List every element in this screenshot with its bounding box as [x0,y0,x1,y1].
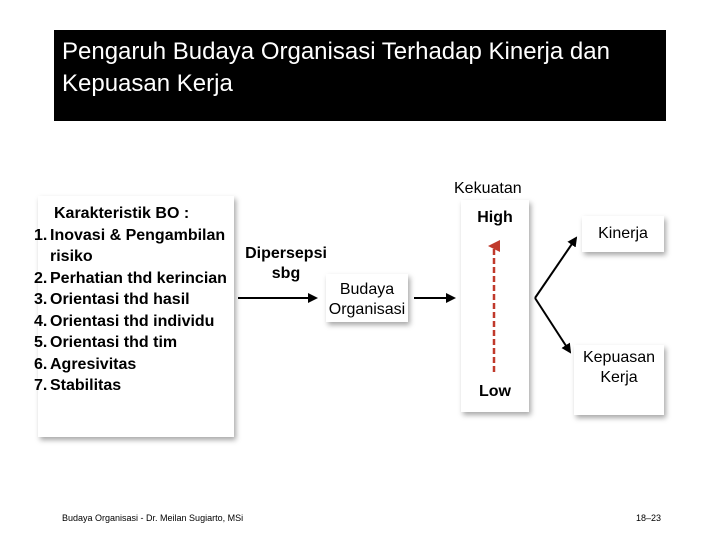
list-item: 1. Inovasi & Pengambilan risiko [34,226,226,265]
culture-label: Budaya Organisasi [328,281,406,318]
slide-title: Pengaruh Budaya Organisasi Terhadap Kinerja dan Kepuasan Kerja [54,30,666,121]
scale-to-satisfaction-arrow [535,298,570,352]
perceived-label: Dipersepsi sbg [245,245,327,282]
strength-label: Kekuatan [454,180,522,197]
list-item: 7. Stabilitas [34,377,122,394]
footer-source: Budaya Organisasi - Dr. Meilan Sugiarto, MSi [62,513,244,523]
list-item: 5. Orientasi thd tim [34,334,178,351]
characteristics-heading: Karakteristik BO : [54,205,190,222]
high-label: High [477,209,513,226]
list-item: 4. Orientasi thd individu [34,312,215,330]
list-item: 3. Orientasi thd hasil [34,291,190,308]
list-item: 6. Agresivitas [34,355,137,373]
low-label: Low [479,383,511,400]
satisfaction-label: Kepuasan Kerja [582,349,656,386]
scale-to-performance-arrow [535,238,576,298]
page-number: 18–23 [636,513,662,523]
performance-label: Kinerja [598,225,648,242]
list-item: 2. Perhatian thd kerincian [34,269,227,287]
